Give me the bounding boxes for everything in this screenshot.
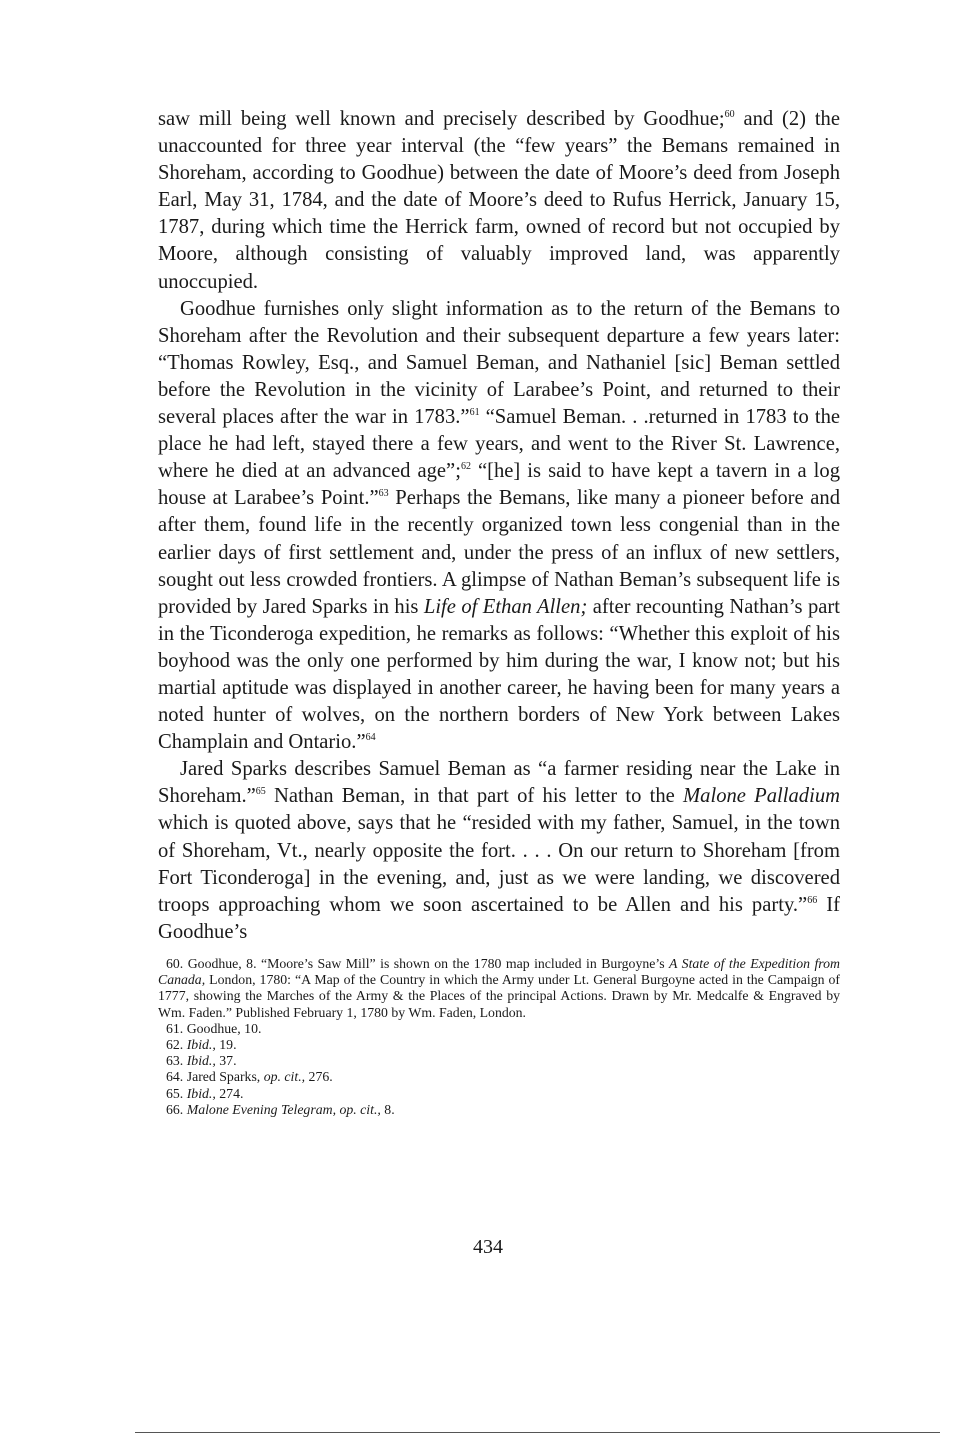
text-run: after recounting Nathan’s part in the Ticonderoga expedition, he remarks as follows: “Whether this exploit of his boyhood was the only one performed by him during the war, I know not; but his martial aptitude was displayed in another career, he having been for many years a noted hunter of wolves, on the northern borders of New York between Lakes Champlain and Ontario.” (158, 595, 841, 754)
italic-text: op. cit., (263, 1069, 306, 1085)
footnote-ref: 61 (469, 407, 480, 419)
footnote-ref: 65 (255, 786, 266, 798)
footnote-ref: 64 (365, 732, 376, 744)
text-run: and (2) the unaccounted for three year interval (the “few years” the Bemans remained in Shoreham, according to Goodhue) between the date of Moore’s deed from Joseph Earl, May 31, 1784, and the date of Moore’s deed to Rufus Herrick, January 15, 1787, during which time the Herrick farm, owned of record but not occupied by Moore, although consisting of valuably improved land, was apparently unoccupied. (158, 108, 840, 293)
page-bottom-rule (135, 1432, 940, 1433)
text-run: Nathan Beman, in that part of his letter to the (265, 785, 684, 808)
text-run: 63. (166, 1053, 187, 1069)
italic-text: A State of the Expedition from Canada, (158, 955, 840, 988)
page-number: 434 (473, 1236, 503, 1258)
footnote-62 (158, 1037, 840, 1053)
text-run: “[he] is said to have kept a tavern in a log house at Larabee’s Point.” (158, 460, 840, 510)
text-run: Jared Sparks describes Samuel Beman as “a farmer residing near the Lake in Shoreham.” (158, 758, 840, 808)
text-run: saw mill being well known and precisely described by Goodhue; (158, 108, 725, 130)
text-run: which is quoted above, says that he “resided with my father, Samuel, in the town of Shoreham, Vt., nearly opposite the fort. . . . On our return to Shoreham [from Fort Ticonderoga] in the evening, and, just as we were landing, we discovered troops approaching whom we soon ascertained to be Allen and his party.” (158, 812, 840, 916)
footnote-66 (158, 1102, 840, 1118)
italic-text: Ibid., (186, 1085, 216, 1101)
footnotes (158, 956, 840, 1118)
text-run: “Samuel Beman. . .returned in 1783 to the place he had left, stayed there a few years, and went to the River St. Lawrence, where he died at an advanced age”; (158, 406, 841, 483)
text-run: 64. Jared Sparks, (166, 1069, 264, 1085)
page-body (158, 106, 840, 1118)
body-paragraph (158, 296, 840, 757)
text-run: 8. (380, 1101, 395, 1117)
footnote-63 (158, 1053, 840, 1069)
text-run: 37. (215, 1053, 237, 1069)
body-paragraph (158, 106, 840, 296)
footnote-ref: 63 (378, 488, 389, 500)
footnote-ref: 62 (460, 461, 471, 473)
text-run: 65. (166, 1085, 187, 1101)
text-run: 61. Goodhue, 10. (166, 1020, 262, 1036)
text-run: 274. (215, 1085, 244, 1101)
text-run: 276. (305, 1069, 333, 1085)
text-run: 60. Goodhue, 8. “Moore’s Saw Mill” is shown on the 1780 map included in Burgoyne’s (166, 955, 670, 971)
footnote-ref: 60 (724, 109, 735, 121)
italic-text: Malone Palladium (683, 785, 840, 808)
text-run: 62. (166, 1036, 187, 1052)
italic-text: Malone Evening Telegram, op. cit., (186, 1101, 381, 1117)
text-run: If Goodhue’s (158, 893, 840, 943)
text-run: Goodhue furnishes only slight information as to the return of the Bemans to Shoreham after the Revolution and their subsequent departure a few years later: “Thomas Rowley, Esq., and Samuel Beman, and Nathaniel [sic] Beman settled before the Revolution in the vicinity of Larabee’s Point, and returned to their several places after the war in 1783.” (158, 297, 840, 429)
body-paragraph (158, 756, 840, 946)
footnote-60 (158, 956, 840, 1021)
text-run: Perhaps the Bemans, like many a pioneer before and after them, found life in the recently organized town less congenial than in the earlier days of first settlement and, under the press of an influx of new settlers, sought out less crowded frontiers. A glimpse of Nathan Beman’s subsequent life is provided by Jared Sparks in his (158, 487, 840, 618)
italic-text: Life of Ethan Allen; (423, 595, 588, 618)
footnote-64 (158, 1069, 840, 1085)
footnote-ref: 66 (807, 894, 818, 906)
text-run: London, 1780: “A Map of the Country in which the Army under Lt. General Burgoyne acted in the Campaign of 1777, showing the Marches of the Army & the Places of the principal Actions. Drawn by Mr. Medcalfe & Engraved by Wm. Faden.” Published February 1, 1780 by Wm. Faden, London. (158, 972, 840, 1020)
footnote-65 (158, 1086, 840, 1102)
text-run: 19. (215, 1036, 237, 1052)
italic-text: Ibid., (186, 1036, 216, 1052)
italic-text: Ibid., (186, 1053, 216, 1069)
footnote-61 (158, 1021, 840, 1037)
text-run: 66. (166, 1101, 187, 1117)
